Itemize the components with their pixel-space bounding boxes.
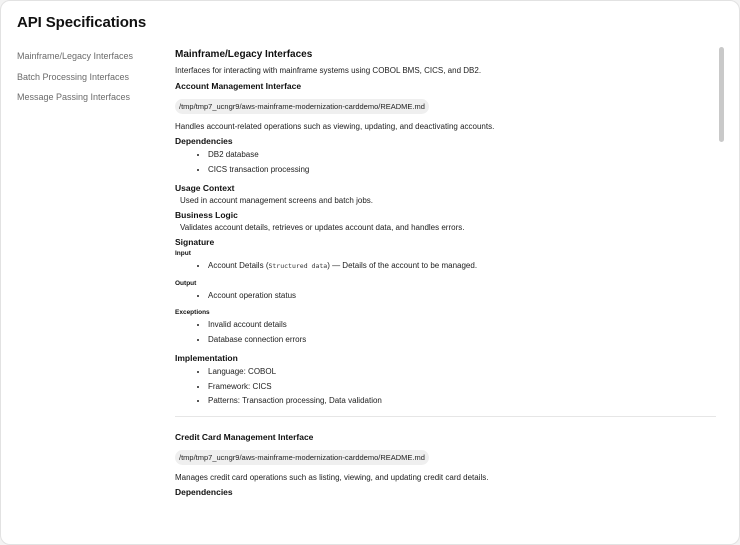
list-item: • Patterns: Transaction processing, Data validation bbox=[208, 395, 718, 410]
scrollbar-thumb[interactable] bbox=[719, 47, 724, 142]
business-logic-heading: Business Logic bbox=[175, 210, 238, 220]
interface-title: Account Management Interface bbox=[175, 81, 302, 91]
dependencies-heading: Dependencies bbox=[175, 486, 233, 497]
interface-divider bbox=[175, 416, 716, 417]
input-type: Structured data bbox=[268, 262, 328, 270]
interface-card bbox=[175, 81, 718, 410]
source-path-chip[interactable]: /tmp/tmp7_ucngr9/aws-mainframe-modernization-carddemo/README.md bbox=[175, 450, 429, 465]
dependencies-list bbox=[175, 149, 718, 178]
implementation-list bbox=[175, 366, 718, 410]
input-name: Account Details bbox=[208, 261, 264, 270]
list-item: • Database connection errors bbox=[208, 334, 718, 349]
list-item: • CICS transaction processing bbox=[208, 164, 718, 179]
list-item: • Invalid account details bbox=[208, 319, 718, 334]
exceptions-list bbox=[175, 319, 718, 348]
page-title: API Specifications bbox=[17, 14, 147, 31]
sidebar-item-mainframe-legacy[interactable]: Mainframe/Legacy Interfaces bbox=[17, 51, 134, 61]
content-scrollbar[interactable] bbox=[718, 47, 725, 532]
interface-title: Credit Card Management Interface bbox=[175, 431, 314, 442]
usage-context-heading: Usage Context bbox=[175, 183, 235, 193]
signature-heading: Signature bbox=[175, 237, 215, 247]
list-item: • DB2 database bbox=[208, 149, 718, 164]
usage-context-text: Used in account management screens and batch jobs. bbox=[180, 196, 374, 205]
interface-description: Manages credit card operations such as listing, viewing, and updating credit card details. bbox=[175, 472, 489, 482]
section-description: Interfaces for interacting with mainframe systems using COBOL BMS, CICS, and DB2. bbox=[175, 66, 482, 75]
list-item: • Account Details (Structured data) — Details of the account to be managed. bbox=[208, 260, 718, 275]
content-scroll-area[interactable] bbox=[175, 47, 718, 544]
implementation-heading: Implementation bbox=[175, 353, 238, 363]
source-path-chip[interactable]: /tmp/tmp7_ucngr9/aws-mainframe-modernization-carddemo/README.md bbox=[175, 99, 429, 114]
sidebar-item-message-passing[interactable]: Message Passing Interfaces bbox=[17, 92, 131, 102]
input-desc: — Details of the account to be managed. bbox=[332, 261, 478, 270]
interface-description: Handles account-related operations such as viewing, updating, and deactivating accounts. bbox=[175, 122, 495, 131]
input-list bbox=[175, 260, 718, 275]
input-heading: Input bbox=[175, 250, 191, 257]
output-heading: Output bbox=[175, 279, 197, 287]
sidebar-nav bbox=[17, 49, 162, 111]
list-item: • Framework: CICS bbox=[208, 381, 718, 396]
exceptions-heading: Exceptions bbox=[175, 309, 210, 316]
list-item: • Account operation status bbox=[208, 290, 718, 305]
interface-card bbox=[175, 432, 718, 497]
section-title: Mainframe/Legacy Interfaces bbox=[175, 49, 313, 60]
business-logic-text: Validates account details, retrieves or updates account data, and handles errors. bbox=[180, 223, 465, 232]
list-item: • Language: COBOL bbox=[208, 366, 718, 381]
sidebar-item-batch-processing[interactable]: Batch Processing Interfaces bbox=[17, 71, 130, 82]
output-list bbox=[175, 290, 718, 305]
dependencies-heading: Dependencies bbox=[175, 136, 233, 146]
